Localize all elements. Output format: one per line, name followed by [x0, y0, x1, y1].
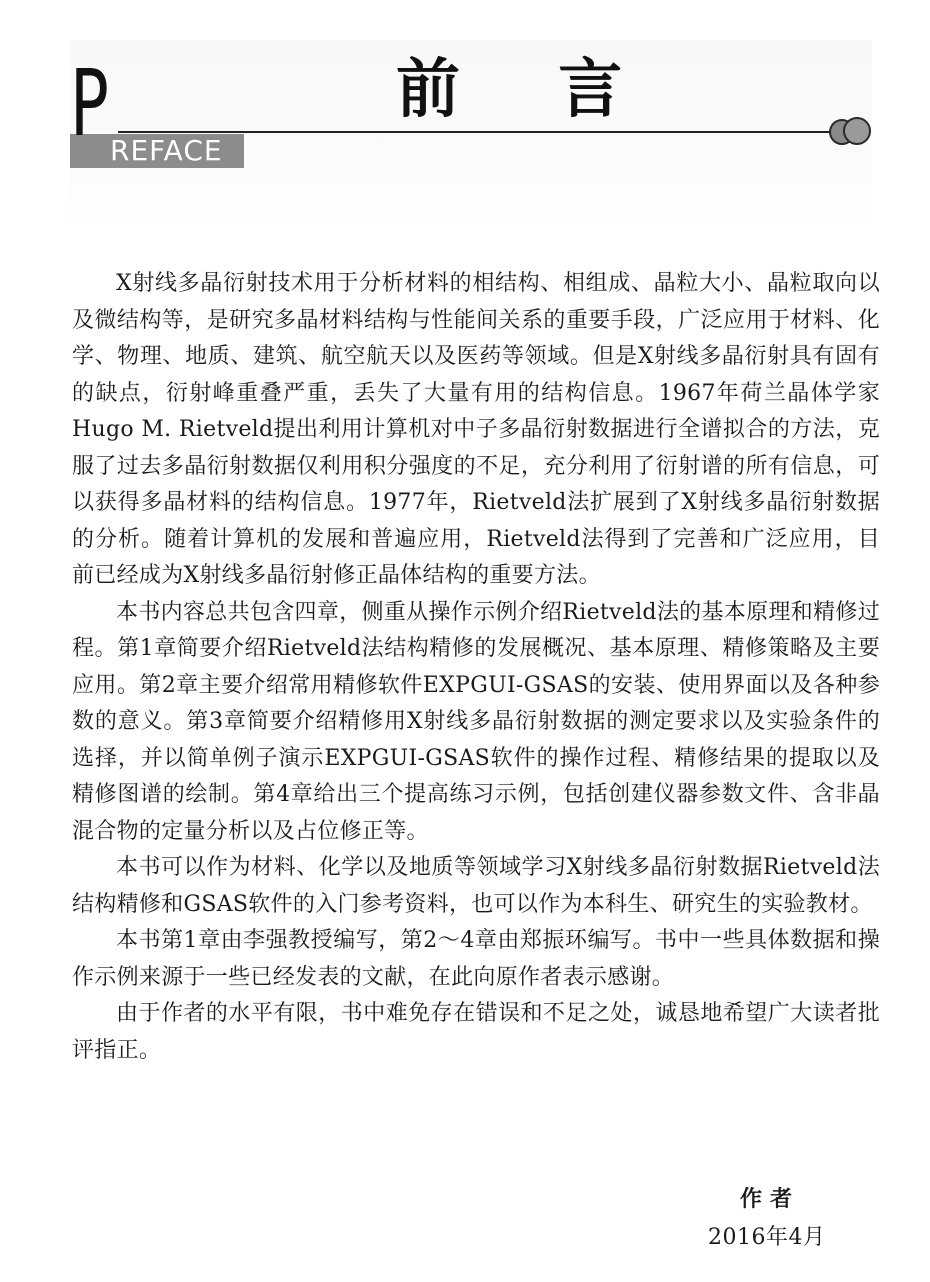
paragraph: 本书内容总共包含四章，侧重从操作示例介绍Rietveld法的基本原理和精修过程。第1章简要介绍Rietveld法结构精修的发展概况、基本原理、精修策略及主要应用。第2章主要介绍常用精修软件EXPGUI-GSAS的安装、使用界面以及各种参数的意义。第3章简要介绍精修用X射线多晶衍射数据的测定要求以及实验条件的选择，并以简单例子演示EXPGUI-GSAS软件的操作过程、精修结果的提取以及精修图谱的绘制。第4章给出三个提高练习示例，包括创建仪器参数文件、含非晶混合物的定量分析以及占位修正等。: [72, 599, 880, 844]
paragraph: X射线多晶衍射技术用于分析材料的相结构、相组成、晶粒大小、晶粒取向以及微结构等，是研究多晶材料结构与性能间关系的重要手段，广泛应用于材料、化学、物理、地质、建筑、航空航天以及医药等领域。但是X射线多晶衍射具有固有的缺点，衍射峰重叠严重，丢失了大量有用的结构信息。1967年荷兰晶体学家Hugo M. Rietveld提出利用计算机对中子多晶衍射数据进行全谱拟合的方法，克服了过去多晶衍射数据仅利用积分强度的不足，充分利用了衍射谱的所有信息，可以获得多晶材料的结构信息。1977年，Rietveld法扩展到了X射线多晶衍射数据的分析。随着计算机的发展和普遍应用，Rietveld法得到了完善和广泛应用，目前已经成为X射线多晶衍射修正晶体结构的重要方法。: [72, 271, 880, 588]
title-rule: [118, 131, 834, 133]
decorative-circle-icon: [843, 117, 871, 145]
page-title: 前 言: [396, 53, 661, 127]
preface-body: [72, 266, 880, 1069]
paragraph: 本书第1章由李强教授编写，第2～4章由郑振环编写。书中一些具体数据和操作示例来源于一些已经发表的文献，在此向原作者表示感谢。: [72, 928, 880, 990]
paragraph: 由于作者的水平有限，书中难免存在错误和不足之处，诚恳地希望广大读者批评指正。: [72, 1001, 880, 1063]
paragraph: 本书可以作为材料、化学以及地质等领域学习X射线多晶衍射数据Rietveld法结构精修和GSAS软件的入门参考资料，也可以作为本科生、研究生的实验教材。: [72, 855, 880, 917]
preface-label: REFACE: [110, 134, 223, 167]
author-signature: 作者: [740, 1187, 801, 1212]
date: 2016年4月: [708, 1225, 826, 1250]
preface-initial: P: [70, 50, 109, 157]
